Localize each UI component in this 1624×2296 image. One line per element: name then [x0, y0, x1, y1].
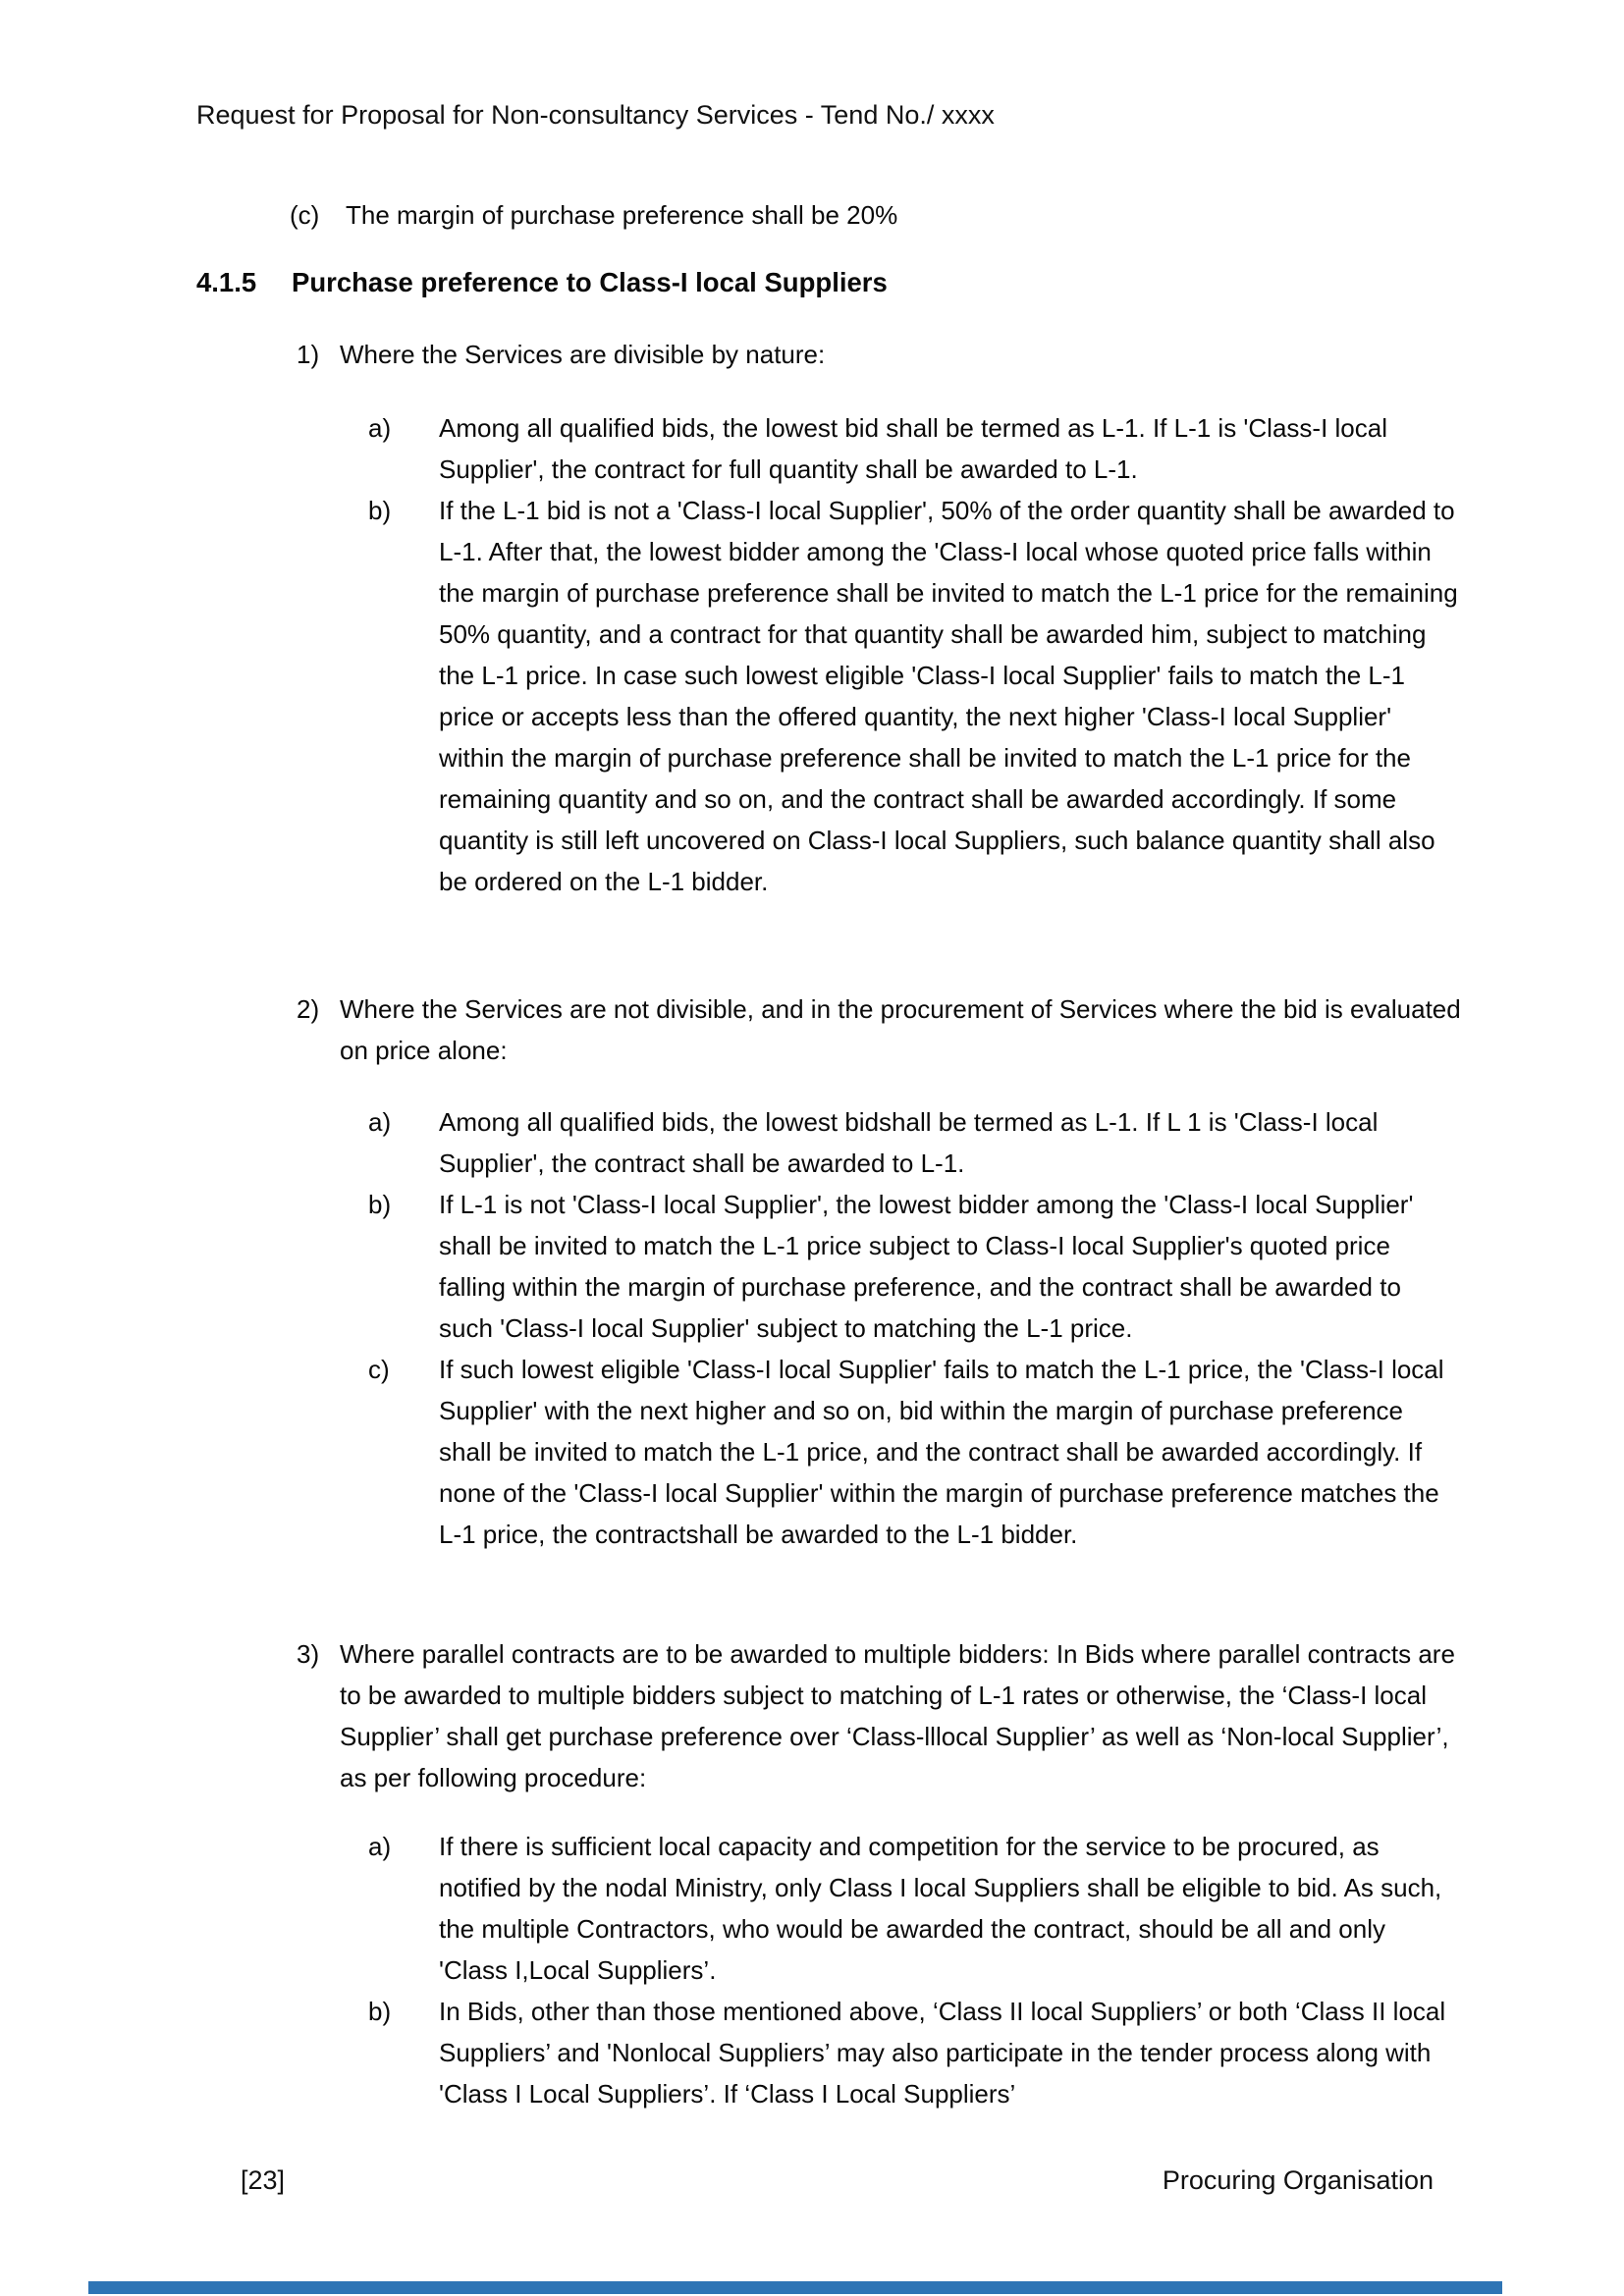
section-heading — [196, 265, 888, 300]
page-number: [23] — [241, 2165, 286, 2195]
list-item-label: b) — [368, 1997, 392, 2026]
list-item-label: a) — [368, 1107, 392, 1137]
list-item-text: If such lowest eligible 'Class-I local Supplier' fails to match the L-1 price, the 'Class-I local Supplier' with the next higher and so on, bid within the margin of purchase preference shall be invited to match the L-1 price, and the contract shall be awarded accordingly. If none of the 'Class-I local Supplier' within the margin of purchase preference matches the L-1 price, the contractshall be awarded to the L-1 bidder. — [439, 1355, 1444, 1549]
list-item-text: If there is sufficient local capacity and competition for the service to be procured, as notified by the nodal Ministry, only Class I local Suppliers shall be eligible to bid. As such, the multiple Contractors, who would be awarded the contract, should be all and only 'Class I,Local Suppliers’. — [439, 1832, 1442, 1985]
list-item — [368, 1101, 1460, 1184]
list-item — [368, 1991, 1460, 2114]
numbered-item-3-number: 3) — [297, 1639, 320, 1669]
list-item — [368, 1349, 1460, 1555]
list-item — [368, 1826, 1460, 1991]
numbered-item-3 — [297, 1633, 1469, 1798]
clause-c — [290, 194, 897, 236]
numbered-item-3-text: Where parallel contracts are to be awarded to multiple bidders: In Bids where parallel contracts are to be awarded to multiple bidders subject to matching of L-1 rates or otherwise, the ‘Class-I local Supplier’ shall get purchase preference over ‘Class-lllocal Supplier’ as well as ‘Non-local Supplier’, as per following procedure: — [340, 1639, 1455, 1792]
list-item-text: In Bids, other than those mentioned above, ‘Class II local Suppliers’ or both ‘Class II local Suppliers’ and 'Nonlocal Suppliers’ may also participate in the tender process along with 'Class I Local Suppliers’. If ‘Class I Local Suppliers’ — [439, 1997, 1446, 2109]
numbered-item-1-text: Where the Services are divisible by nature: — [340, 340, 826, 369]
sublist-1 — [368, 407, 1460, 902]
section-title: Purchase preference to Class-I local Suppliers — [292, 267, 888, 297]
list-item-text: If the L-1 bid is not a 'Class-I local Supplier', 50% of the order quantity shall be awarded to L-1. After that, the lowest bidder among the 'Class-I local whose quoted price falls within the margin of purchase preference shall be invited to match the L-1 price for the remaining 50% quantity, and a contract for that quantity shall be awarded him, subject to matching the L-1 price. In case such lowest eligible 'Class-I local Supplier' fails to match the L-1 price or accepts less than the offered quantity, the next higher 'Class-I local Supplier' within the margin of purchase preference shall be invited to match the L-1 price for the remaining quantity and so on, and the contract shall be awarded accordingly. If some quantity is still left uncovered on Class-I local Suppliers, such balance quantity shall also be ordered on the L-1 bidder. — [439, 496, 1458, 896]
list-item-label: a) — [368, 1832, 392, 1861]
list-item-text: Among all qualified bids, the lowest bidshall be termed as L-1. If L 1 is 'Class-I local Supplier', the contract shall be awarded to L-1. — [439, 1107, 1379, 1178]
list-item — [368, 407, 1460, 490]
sublist-2 — [368, 1101, 1460, 1555]
numbered-item-2-text: Where the Services are not divisible, and in the procurement of Services where the bid is evaluated on price alone: — [340, 994, 1461, 1065]
list-item — [368, 490, 1460, 902]
numbered-item-2-number: 2) — [297, 994, 320, 1024]
numbered-item-2 — [297, 988, 1469, 1071]
numbered-item-1-number: 1) — [297, 340, 320, 369]
list-item-label: b) — [368, 496, 392, 525]
section-number: 4.1.5 — [196, 267, 257, 297]
clause-c-label: (c) — [290, 200, 320, 230]
page-header: Request for Proposal for Non-consultancy Services - Tend No./ xxxx — [196, 100, 995, 130]
footer-organisation: Procuring Organisation — [1162, 2165, 1434, 2195]
list-item-label: a) — [368, 413, 392, 443]
list-item-text: If L-1 is not 'Class-I local Supplier', the lowest bidder among the 'Class-I local Supplier' shall be invited to match the L-1 price subject to Class-I local Supplier's quoted price falling within the margin of purchase preference, and the contract shall be awarded to such 'Class-I local Supplier' subject to matching the L-1 price. — [439, 1190, 1414, 1343]
numbered-item-1 — [297, 334, 1469, 375]
list-item-label: c) — [368, 1355, 390, 1384]
clause-c-text: The margin of purchase preference shall be 20% — [346, 200, 898, 230]
list-item-label: b) — [368, 1190, 392, 1219]
page-footer — [241, 2165, 1434, 2196]
list-item-text: Among all qualified bids, the lowest bid shall be termed as L-1. If L-1 is 'Class-I local Supplier', the contract for full quantity shall be awarded to L-1. — [439, 413, 1387, 484]
sublist-3 — [368, 1826, 1460, 2114]
bottom-accent-bar — [88, 2281, 1502, 2294]
list-item — [368, 1184, 1460, 1349]
